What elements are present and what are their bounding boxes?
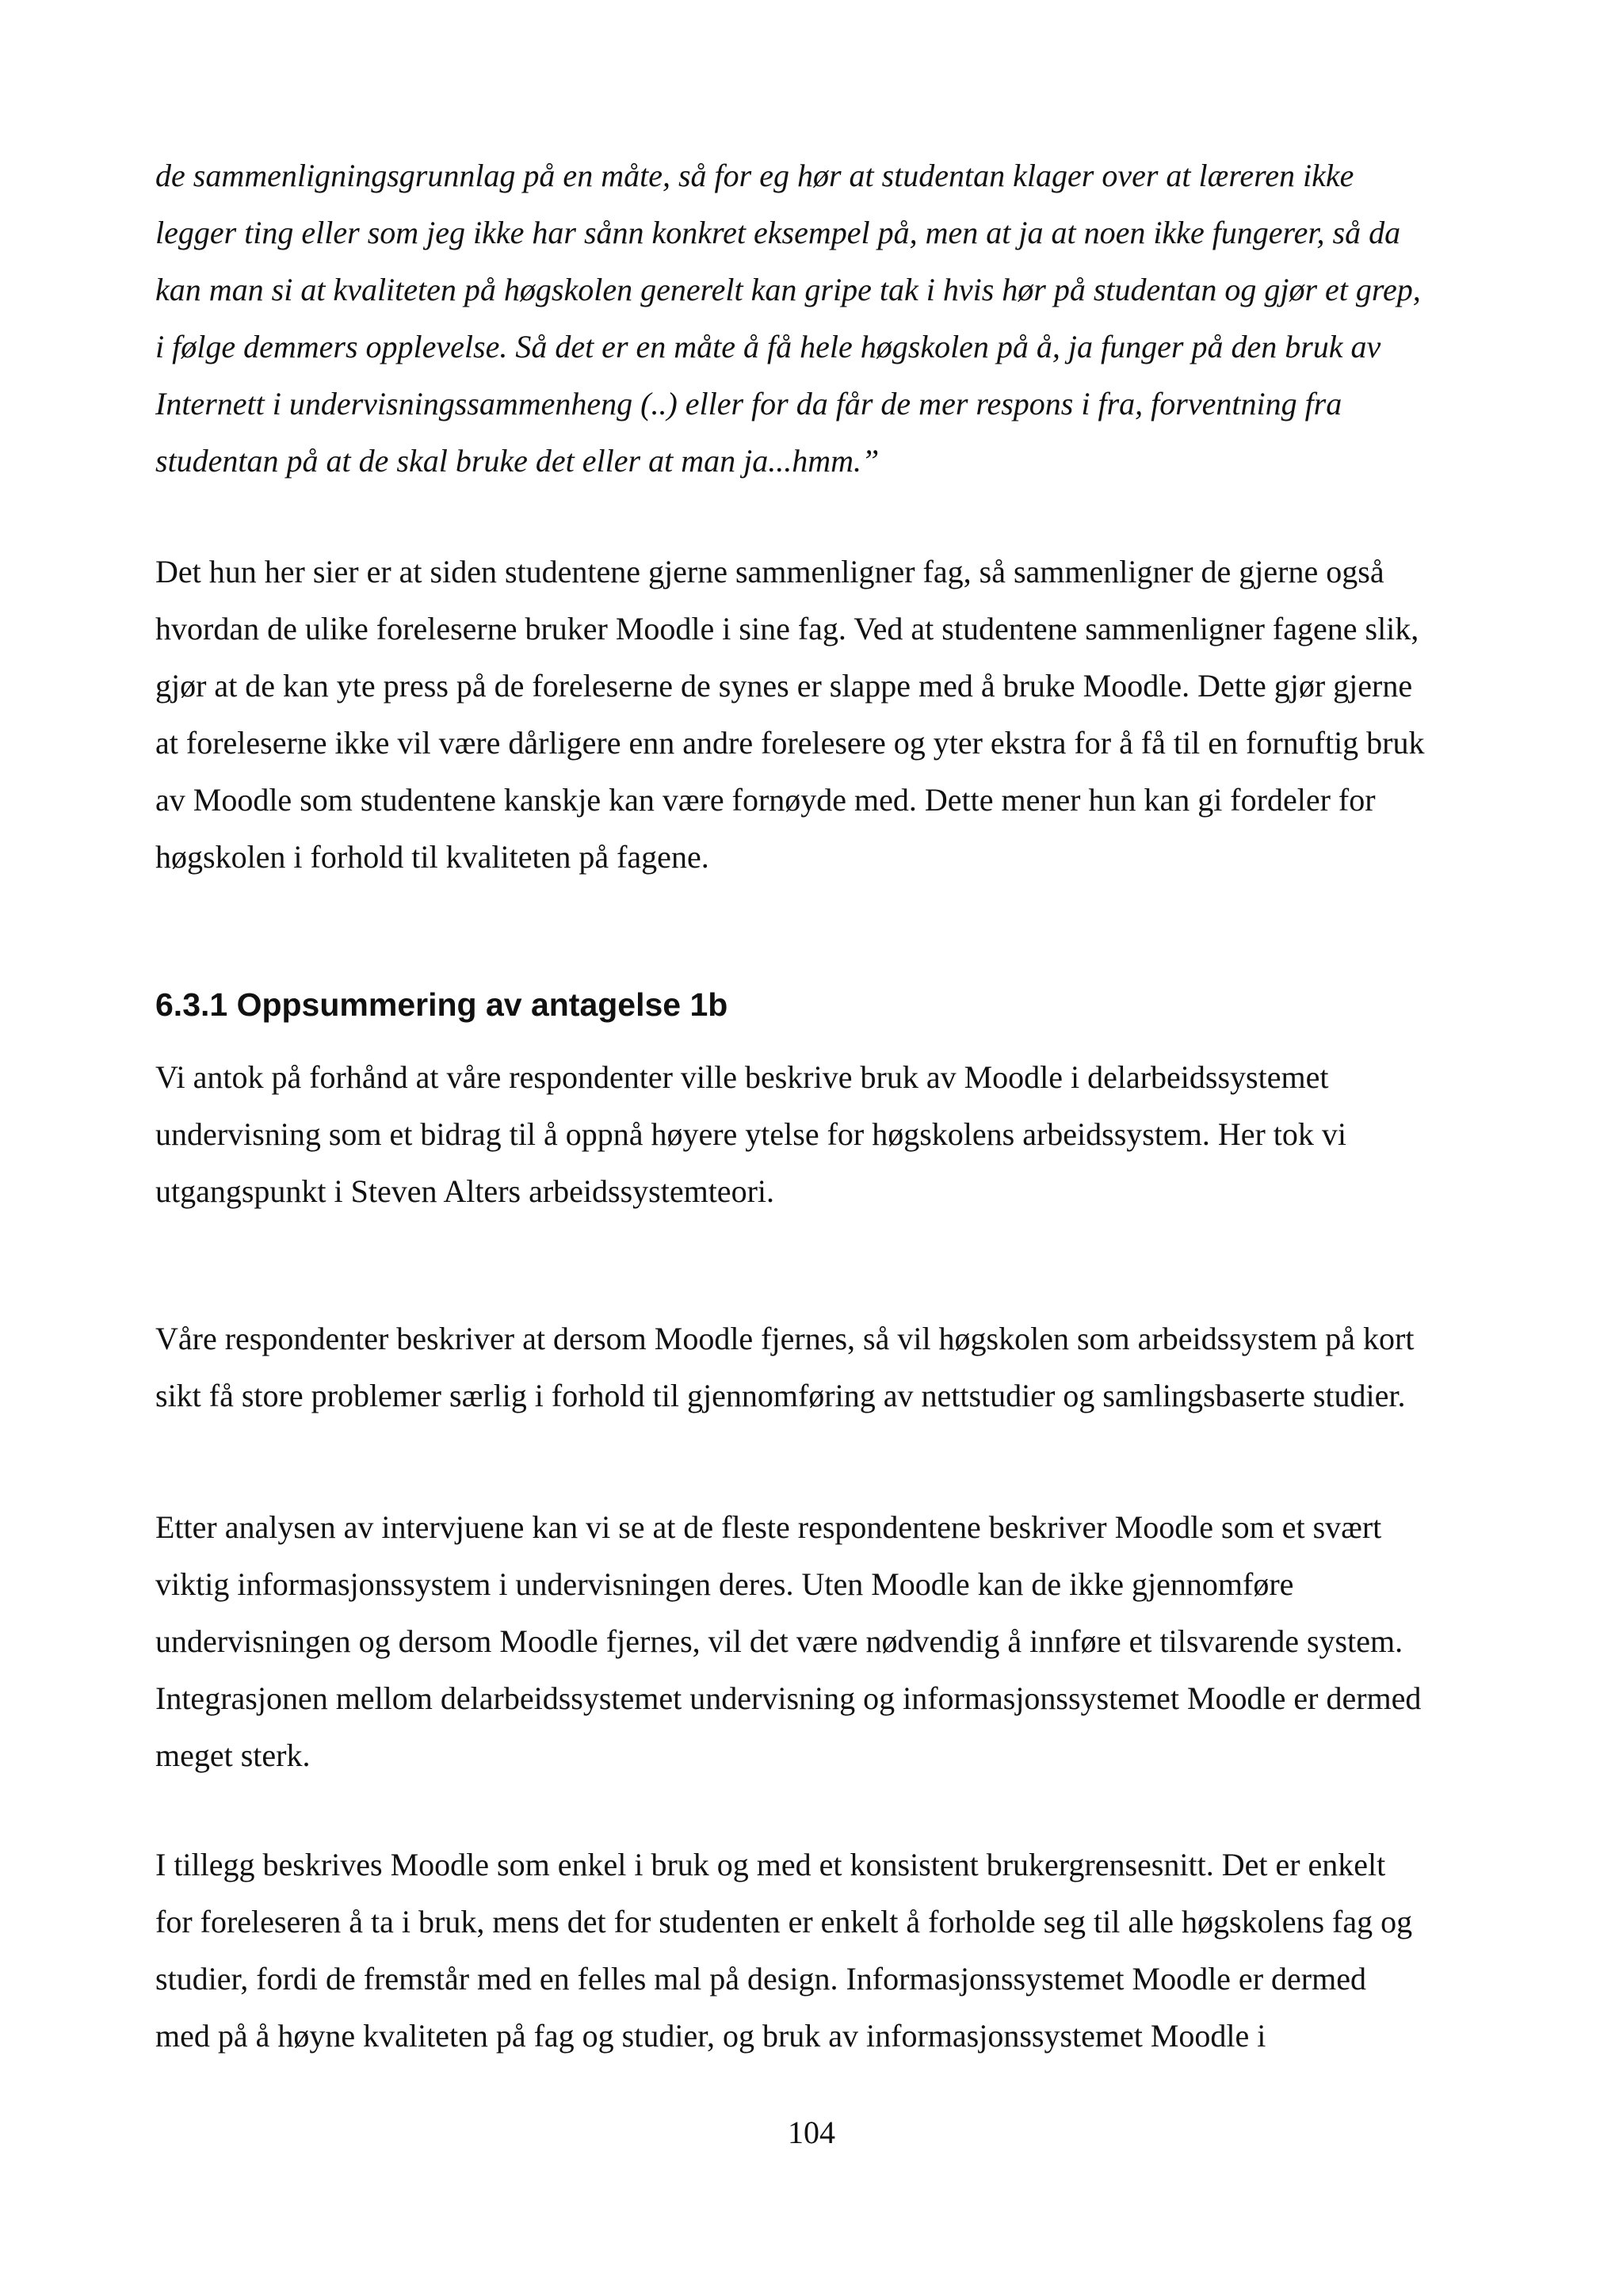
paragraph-line: Det hun her sier er at siden studentene gjerne sammenligner fag, så sammenligner de gjerne også bbox=[155, 554, 1384, 589]
page-number: 104 bbox=[788, 2115, 835, 2150]
paragraph-line: høgskolen i forhold til kvaliteten på fagene. bbox=[155, 839, 709, 875]
body-paragraph-2 bbox=[155, 1049, 1495, 1220]
body-paragraph-5 bbox=[155, 1836, 1495, 2065]
paragraph-line: undervisning som et bidrag til å oppnå høyere ytelse for høgskolens arbeidssystem. Her tok vi bbox=[155, 1116, 1347, 1152]
body-paragraph-3 bbox=[155, 1310, 1495, 1425]
quote-line: i følge demmers opplevelse. Så det er en måte å få hele høgskolen på å, ja funger på den bruk av bbox=[155, 329, 1381, 364]
paragraph-line: gjør at de kan yte press på de foreleserne de synes er slappe med å bruke Moodle. Dette gjør gjerne bbox=[155, 668, 1413, 704]
paragraph-line: Vi antok på forhånd at våre respondenter ville beskrive bruk av Moodle i delarbeidssystemet bbox=[155, 1059, 1329, 1095]
paragraph-line: I tillegg beskrives Moodle som enkel i bruk og med et konsistent brukergrensesnitt. Det er enkelt bbox=[155, 1847, 1386, 1882]
paragraph-line: Våre respondenter beskriver at dersom Moodle fjernes, så vil høgskolen som arbeidssystem på kort bbox=[155, 1321, 1415, 1356]
quote-line: de sammenligningsgrunnlag på en måte, så for eg hør at studentan klager over at læreren ikke bbox=[155, 158, 1354, 193]
quote-line: studentan på at de skal bruke det eller at man ja...hmm.” bbox=[155, 443, 880, 479]
body-paragraph-4 bbox=[155, 1499, 1495, 1784]
paragraph-line: studier, fordi de fremstår med en felles mal på design. Informasjonssystemet Moodle er dermed bbox=[155, 1961, 1366, 1997]
quote-line: kan man si at kvaliteten på høgskolen generelt kan gripe tak i hvis hør på studentan og gjør et grep, bbox=[155, 272, 1421, 307]
quote-line: Internett i undervisningssammenheng (..) eller for da får de mer respons i fra, forventning fra bbox=[155, 386, 1342, 421]
paragraph-line: av Moodle som studentene kanskje kan være fornøyde med. Dette mener hun kan gi fordeler for bbox=[155, 782, 1376, 818]
paragraph-line: at foreleserne ikke vil være dårligere enn andre forelesere og yter ekstra for å få til en fornuftig bruk bbox=[155, 725, 1425, 761]
paragraph-line: sikt få store problemer særlig i forhold til gjennomføring av nettstudier og samlingsbaserte studier. bbox=[155, 1378, 1406, 1413]
paragraph-line: utgangspunkt i Steven Alters arbeidssystemteori. bbox=[155, 1173, 774, 1209]
section-heading: 6.3.1 Oppsummering av antagelse 1b bbox=[155, 986, 728, 1023]
body-paragraph-1 bbox=[155, 543, 1495, 886]
interview-quote bbox=[155, 147, 1495, 490]
paragraph-line: viktig informasjonssystem i undervisningen deres. Uten Moodle kan de ikke gjennomføre bbox=[155, 1566, 1294, 1602]
paragraph-line: Integrasjonen mellom delarbeidssystemet undervisning og informasjonssystemet Moodle er dermed bbox=[155, 1680, 1422, 1716]
paragraph-line: meget sterk. bbox=[155, 1737, 311, 1773]
paragraph-line: Etter analysen av intervjuene kan vi se at de fleste respondentene beskriver Moodle som et svært bbox=[155, 1509, 1382, 1545]
quote-line: legger ting eller som jeg ikke har sånn konkret eksempel på, men at ja at noen ikke fungerer, så da bbox=[155, 215, 1401, 250]
paragraph-line: undervisningen og dersom Moodle fjernes, vil det være nødvendig å innføre et tilsvarende system. bbox=[155, 1623, 1403, 1659]
paragraph-line: med på å høyne kvaliteten på fag og studier, og bruk av informasjonssystemet Moodle i bbox=[155, 2018, 1266, 2054]
paragraph-line: for foreleseren å ta i bruk, mens det for studenten er enkelt å forholde seg til alle høgskolens fag og bbox=[155, 1904, 1413, 1939]
paragraph-line: hvordan de ulike foreleserne bruker Moodle i sine fag. Ved at studentene sammenligner fagene slik, bbox=[155, 611, 1419, 646]
